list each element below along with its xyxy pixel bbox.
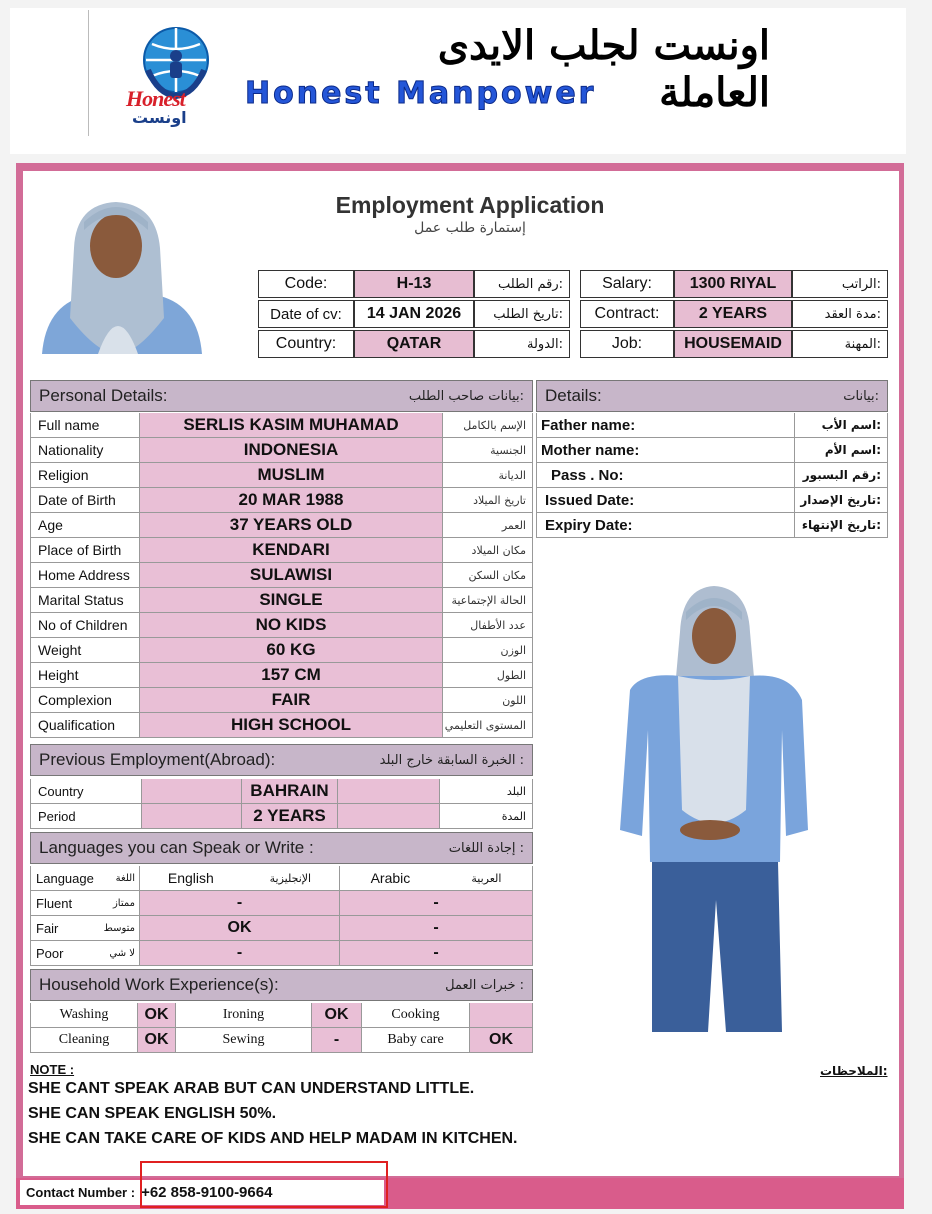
contact-label: Contact Number : — [26, 1185, 136, 1200]
field-label: Age — [30, 513, 140, 537]
table-row — [30, 413, 533, 438]
table-row — [30, 638, 533, 663]
skill-label: Cleaning — [30, 1028, 138, 1052]
details-title-ar: بيانات: — [843, 388, 879, 404]
job-value: HOUSEMAID — [674, 330, 792, 358]
level-label: Fluent — [36, 895, 73, 911]
language-head-label: Language — [36, 870, 94, 886]
table-row — [536, 413, 888, 438]
table-row — [30, 804, 533, 829]
english-head-cell — [140, 866, 340, 890]
field-value: 60 KG — [140, 638, 443, 662]
details-header — [536, 380, 888, 412]
country-value: QATAR — [354, 330, 474, 358]
field-label-ar: الإسم بالكامل — [443, 413, 533, 437]
table-row — [30, 563, 533, 588]
field-label: Height — [30, 663, 140, 687]
logo-text-ar: اونست — [132, 108, 187, 127]
logo-text: Honest — [126, 86, 185, 111]
skill-value: OK — [138, 1028, 176, 1052]
note-label-ar: الملاحظات: — [820, 1064, 888, 1078]
agency-english-title: Honest Manpower — [245, 76, 597, 111]
table-row — [536, 513, 888, 538]
level-label-ar: لا شي — [109, 947, 135, 959]
skill-label: Cooking — [362, 1003, 470, 1027]
field-label-ar: تاريخ الإنتهاء: — [794, 513, 888, 537]
field-label-ar: الطول — [443, 663, 533, 687]
note-line: SHE CAN TAKE CARE OF KIDS AND HELP MADAM IN KITCHEN. — [28, 1130, 518, 1147]
field-label: Weight — [30, 638, 140, 662]
languages-title-ar: إجادة اللغات : — [448, 840, 524, 856]
note-line: SHE CAN SPEAK ENGLISH 50%. — [28, 1105, 277, 1122]
job-label: Job: — [580, 330, 674, 358]
job-label-ar: المهنة: — [792, 330, 888, 358]
level-label-ar: ممتاز — [112, 897, 135, 909]
code-label-ar: رقم الطلب: — [474, 270, 570, 298]
personal-details-title-ar: بيانات صاحب الطلب: — [408, 388, 524, 404]
field-label-ar: اسم الأب: — [794, 413, 888, 437]
field-label: Nationality — [30, 438, 140, 462]
level-label: Poor — [36, 945, 64, 961]
previous-employment-title-ar: الخبرة السابقة خارج البلد : — [379, 752, 524, 768]
table-row — [30, 891, 533, 916]
field-value: INDONESIA — [140, 438, 443, 462]
personal-details-title: Personal Details: — [39, 386, 168, 405]
language-head-cell — [30, 866, 140, 890]
field-value: SERLIS KASIM MUHAMAD — [140, 413, 443, 437]
level-cell — [30, 891, 140, 915]
field-value: 20 MAR 1988 — [140, 488, 443, 512]
english-label: English — [167, 870, 214, 886]
table-row — [30, 663, 533, 688]
table-row — [30, 538, 533, 563]
country-label-ar: الدولة: — [474, 330, 570, 358]
header-divider — [88, 10, 89, 136]
note-label: NOTE : — [30, 1062, 75, 1077]
table-row — [536, 438, 888, 463]
field-label: Father name: — [536, 413, 652, 437]
date-value: 14 JAN 2026 — [354, 300, 474, 328]
level-cell — [30, 941, 140, 965]
household-title-ar: خبرات العمل : — [445, 977, 524, 993]
skill-value: OK — [312, 1003, 362, 1027]
english-level: OK — [140, 916, 340, 940]
table-row — [30, 779, 533, 804]
table-row — [536, 488, 888, 513]
field-label-ar: البلد — [440, 779, 533, 803]
field-label-ar: تاريخ الإصدار: — [794, 488, 888, 512]
arabic-label: Arabic — [370, 870, 411, 886]
field-label: Place of Birth — [30, 538, 140, 562]
details-title: Details: — [545, 386, 602, 405]
previous-employment-header — [30, 744, 533, 776]
field-label-ar: عدد الأطفال — [443, 613, 533, 637]
field-label-ar: المستوى التعليمي — [443, 713, 533, 737]
level-cell — [30, 916, 140, 940]
contract-label-ar: مدة العقد: — [792, 300, 888, 328]
skill-value: OK — [470, 1028, 533, 1052]
cell-pad — [338, 779, 440, 803]
previous-employment-title: Previous Employment(Abroad): — [39, 750, 276, 769]
field-label-ar: مكان السكن — [443, 563, 533, 587]
contract-value: 2 YEARS — [674, 300, 792, 328]
field-label-ar: اسم الأم: — [794, 438, 888, 462]
arabic-level: - — [340, 891, 533, 915]
field-value — [652, 513, 794, 537]
field-label: Complexion — [30, 688, 140, 712]
level-label: Fair — [36, 920, 59, 936]
field-label: Issued Date: — [536, 488, 652, 512]
code-label: Code: — [258, 270, 354, 298]
skill-value: OK — [138, 1003, 176, 1027]
language-head-label-ar: اللغة — [115, 872, 135, 884]
field-value: BAHRAIN — [242, 779, 338, 803]
table-row — [30, 513, 533, 538]
table-row — [30, 1028, 533, 1053]
field-value: MUSLIM — [140, 463, 443, 487]
form-title-ar: إستمارة طلب عمل — [414, 220, 526, 236]
arabic-head-cell — [340, 866, 533, 890]
english-level: - — [140, 941, 340, 965]
languages-title: Languages you can Speak or Write : — [39, 838, 314, 857]
cell-pad — [338, 804, 440, 828]
table-row — [30, 1003, 533, 1028]
field-value — [652, 463, 794, 487]
field-label: Date of Birth — [30, 488, 140, 512]
portrait-photo — [36, 178, 208, 374]
field-label-ar: الحالة الإجتماعية — [443, 588, 533, 612]
field-value: HIGH SCHOOL — [140, 713, 443, 737]
arabic-level: - — [340, 941, 533, 965]
field-label-ar: الوزن — [443, 638, 533, 662]
table-row — [30, 588, 533, 613]
skill-value: - — [312, 1028, 362, 1052]
field-label-ar: اللون — [443, 688, 533, 712]
field-label-ar: العمر — [443, 513, 533, 537]
field-label: Pass . No: — [536, 463, 652, 487]
full-body-photo — [590, 580, 830, 1040]
field-label: Period — [30, 804, 142, 828]
salary-value: 1300 RIYAL — [674, 270, 792, 298]
english-level: - — [140, 891, 340, 915]
salary-label-ar: الراتب: — [792, 270, 888, 298]
date-label-ar: تاريخ الطلب: — [474, 300, 570, 328]
field-label-ar: المدة — [440, 804, 533, 828]
field-label: Expiry Date: — [536, 513, 652, 537]
field-value — [652, 413, 794, 437]
languages-header — [30, 832, 533, 864]
table-row — [30, 866, 533, 891]
field-label: Qualification — [30, 713, 140, 737]
table-row — [30, 463, 533, 488]
country-label: Country: — [258, 330, 354, 358]
field-label-ar: تاريخ الميلاد — [443, 488, 533, 512]
field-label: Home Address — [30, 563, 140, 587]
field-label-ar: الجنسية — [443, 438, 533, 462]
field-label: Full name — [30, 413, 140, 437]
skill-label: Sewing — [176, 1028, 312, 1052]
table-row — [30, 438, 533, 463]
table-row — [30, 941, 533, 966]
household-title: Household Work Experience(s): — [39, 975, 279, 994]
table-row — [30, 688, 533, 713]
field-label: Country — [30, 779, 142, 803]
field-value: SULAWISI — [140, 563, 443, 587]
table-row — [30, 488, 533, 513]
field-value: 2 YEARS — [242, 804, 338, 828]
field-label-ar: الديانة — [443, 463, 533, 487]
note-line: SHE CANT SPEAK ARAB BUT CAN UNDERSTAND LITTLE. — [28, 1080, 475, 1097]
salary-label: Salary: — [580, 270, 674, 298]
cell-pad — [142, 779, 242, 803]
field-value: FAIR — [140, 688, 443, 712]
field-value — [652, 488, 794, 512]
field-label: Religion — [30, 463, 140, 487]
arabic-level: - — [340, 916, 533, 940]
field-value: SINGLE — [140, 588, 443, 612]
field-value: 157 CM — [140, 663, 443, 687]
form-title: Employment Application — [335, 192, 605, 218]
household-header — [30, 969, 533, 1001]
date-label: Date of cv: — [258, 300, 354, 328]
skill-label: Ironing — [176, 1003, 312, 1027]
field-value: KENDARI — [140, 538, 443, 562]
english-label-ar: الإنجليزية — [269, 871, 312, 885]
contract-label: Contract: — [580, 300, 674, 328]
field-label-ar: مكان الميلاد — [443, 538, 533, 562]
table-row — [30, 916, 533, 941]
field-value: NO KIDS — [140, 613, 443, 637]
cell-pad — [142, 804, 242, 828]
table-row — [536, 463, 888, 488]
field-label: No of Children — [30, 613, 140, 637]
skill-label: Baby care — [362, 1028, 470, 1052]
contact-number[interactable]: +62 858-9100-9664 — [141, 1184, 273, 1201]
field-value: 37 YEARS OLD — [140, 513, 443, 537]
level-label-ar: متوسط — [103, 922, 135, 934]
field-label-ar: رقم البسبور: — [794, 463, 888, 487]
code-value: H-13 — [354, 270, 474, 298]
field-value — [652, 438, 794, 462]
personal-details-header — [30, 380, 533, 412]
table-row — [30, 713, 533, 738]
skill-value — [470, 1003, 533, 1027]
table-row — [30, 613, 533, 638]
field-label: Mother name: — [536, 438, 652, 462]
agency-logo — [118, 22, 228, 130]
skill-label: Washing — [30, 1003, 138, 1027]
arabic-label-ar: العربية — [471, 871, 502, 885]
agency-arabic-title: اونست لجلب الايدى العاملة — [437, 22, 770, 116]
field-label: Marital Status — [30, 588, 140, 612]
contact-highlight-box — [140, 1161, 388, 1208]
